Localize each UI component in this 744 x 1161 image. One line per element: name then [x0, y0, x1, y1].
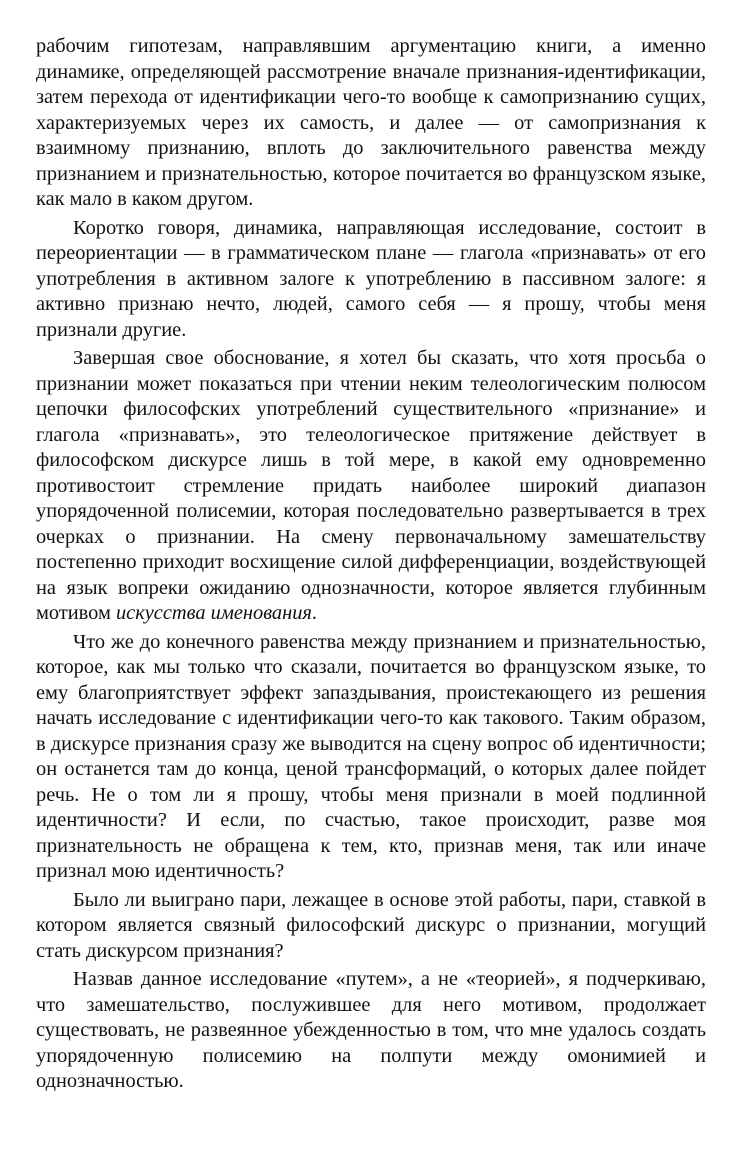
paragraph-5: Было ли выиграно пари, лежащее в основе этой работы, пари, ставкой в котором является связный философский дискурс о признании, могущий стать дискурсом признания? [36, 888, 706, 962]
page-text [36, 34, 706, 1095]
paragraph-2: Коротко говоря, динамика, направляющая исследование, состоит в переориентации — в грамматическом плане — глагола «признавать» от его употребления в активном залоге к употреблению в пассивном залоге: я активно признаю нечто, людей, самого себя — я прошу, чтобы меня признали другие. [36, 216, 706, 341]
paragraph-3-text: Завершая свое обоснование, я хотел бы сказать, что хотя просьба о признании может показаться при чтении неким телеологическим полюсом цепочки философских употреблений существительного «признание» и глагола «признавать», это телеологическое притяжение действует в философском дискурсе лишь в той мере, в какой ему одновременно противостоит стремление придать наиболее широкий диапазон упорядоченной полисемии, которая последовательно развертывается в трех очерках о признании. На смену первоначальному замешательству постепенно приходит восхищение силой дифференциации, воздействующей на язык вопреки ожиданию однозначности, которое является глубинным мотивом [36, 347, 706, 624]
emphasis-art-of-naming: искусства именования [115, 602, 312, 624]
paragraph-1: рабочим гипотезам, направлявшим аргументацию книги, а именно динамике, определяющей рассмотрение вначале признания-идентификации, затем перехода от идентификации чего-то вообще к самопризнанию сущих, характеризуемых через их самость, и далее — от самопризнания к взаимному признанию, вплоть до заключительного равенства между признанием и признательностью, которое почитается во французском языке, как мало в каком другом. [36, 35, 706, 210]
paragraph-6: Назвав данное исследование «путем», а не «теорией», я подчеркиваю, что замешательство, послужившее для него мотивом, продолжает существовать, не развеянное убежденностью в том, что мне удалось создать упорядоченную полисемию на полпути между омонимией и однозначностью. [36, 968, 706, 1092]
paragraph-3 [36, 346, 706, 627]
paragraph-4: Что же до конечного равенства между признанием и признательностью, которое, как мы только что сказали, почитается во французском языке, то ему благоприятствует эффект запаздывания, проистекающего из решения начать исследование с идентификации чего-то как такового. Таким образом, в дискурсе признания сразу же выводится на сцену вопрос об идентичности; он останется там до конца, ценой трансформаций, о которых далее пойдет речь. Не о том ли я прошу, чтобы меня признали в моей подлинной идентичности? И если, по счастью, такое происходит, разве моя признательность не обращена к тем, кто, признав меня, так или иначе признал мою идентичность? [36, 630, 706, 882]
paragraph-3-tail: . [311, 602, 318, 624]
